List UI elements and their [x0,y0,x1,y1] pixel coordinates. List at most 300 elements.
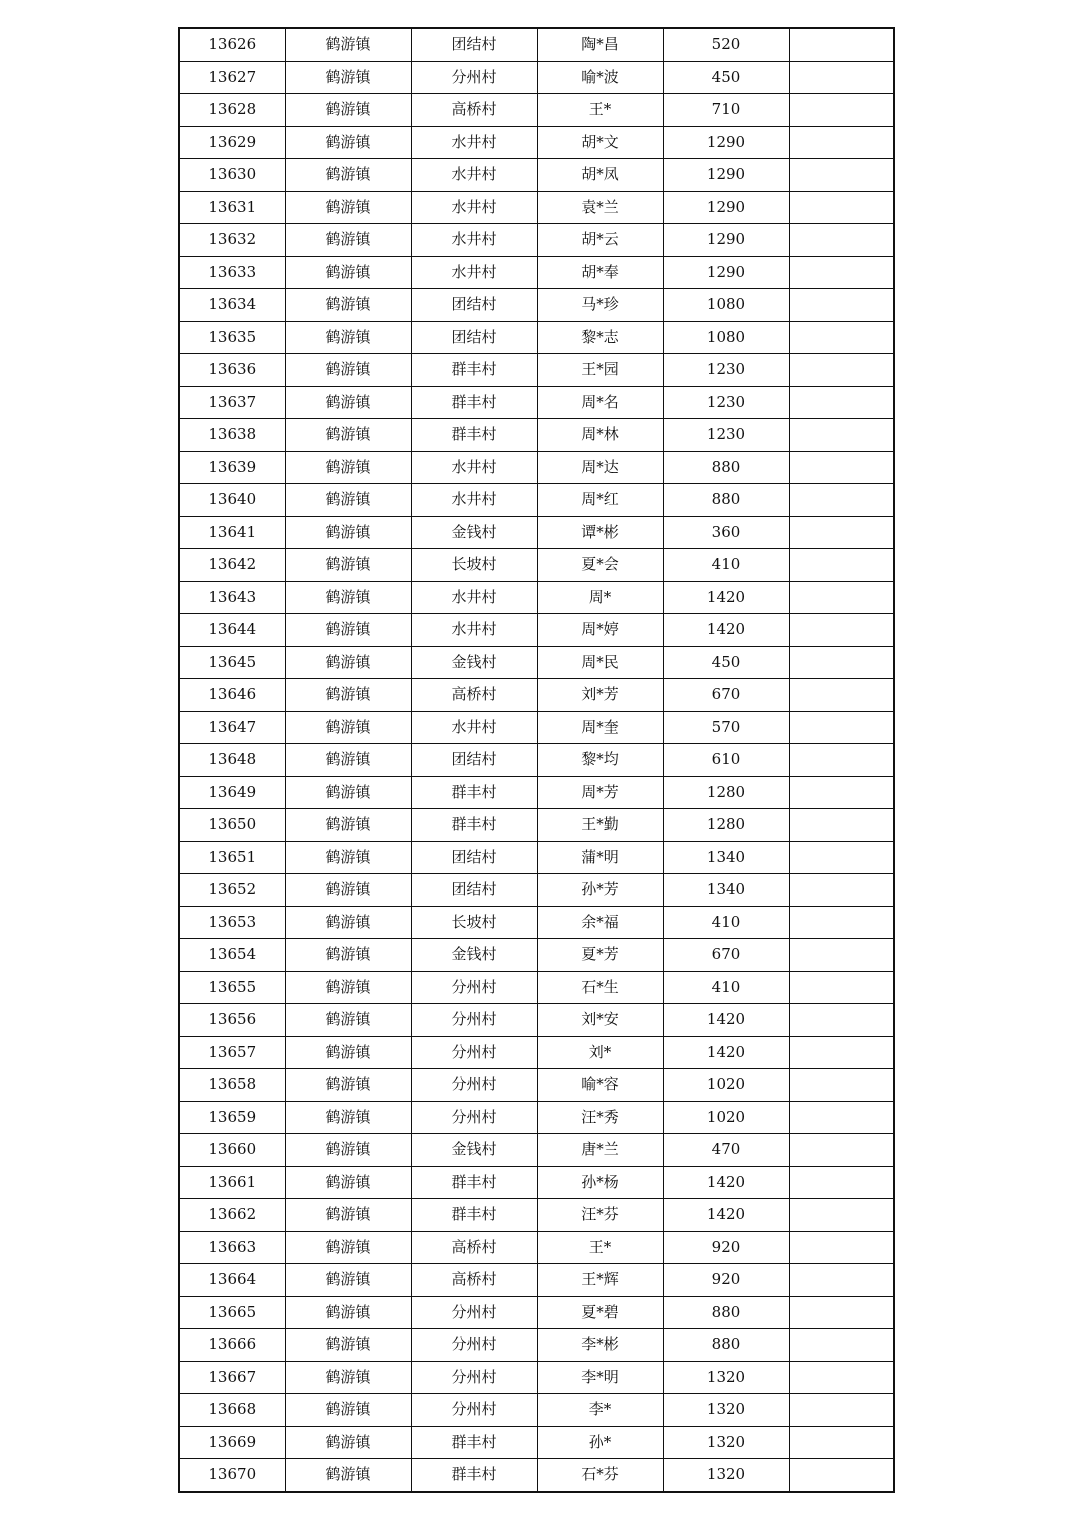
cell-name: 石*生 [537,971,663,1004]
cell-village: 团结村 [411,744,537,777]
cell-note [789,61,894,94]
cell-serial-number: 13650 [179,809,285,842]
cell-amount: 470 [663,1134,789,1167]
cell-name: 周*芳 [537,776,663,809]
cell-note [789,321,894,354]
table-row [179,224,894,257]
cell-note [789,1036,894,1069]
cell-amount: 1420 [663,1199,789,1232]
cell-name: 李*明 [537,1361,663,1394]
table-row [179,1459,894,1492]
cell-serial-number: 13643 [179,581,285,614]
cell-serial-number: 13661 [179,1166,285,1199]
cell-village: 团结村 [411,874,537,907]
table-row [179,1394,894,1427]
cell-town: 鹤游镇 [285,1199,411,1232]
cell-serial-number: 13641 [179,516,285,549]
table-row [179,191,894,224]
cell-amount: 410 [663,549,789,582]
cell-note [789,614,894,647]
cell-town: 鹤游镇 [285,94,411,127]
cell-note [789,159,894,192]
cell-village: 高桥村 [411,1264,537,1297]
cell-amount: 1420 [663,1036,789,1069]
cell-town: 鹤游镇 [285,28,411,61]
cell-serial-number: 13663 [179,1231,285,1264]
cell-serial-number: 13654 [179,939,285,972]
cell-serial-number: 13647 [179,711,285,744]
cell-note [789,386,894,419]
cell-name: 夏*会 [537,549,663,582]
cell-name: 周*红 [537,484,663,517]
cell-town: 鹤游镇 [285,191,411,224]
table-row [179,1004,894,1037]
cell-amount: 1020 [663,1069,789,1102]
cell-name: 李* [537,1394,663,1427]
cell-name: 石*芬 [537,1459,663,1492]
table-row [179,1231,894,1264]
cell-village: 群丰村 [411,354,537,387]
cell-serial-number: 13662 [179,1199,285,1232]
cell-village: 群丰村 [411,1426,537,1459]
subsidy-table [178,27,895,1493]
cell-note [789,711,894,744]
cell-amount: 1280 [663,776,789,809]
cell-amount: 1290 [663,191,789,224]
cell-serial-number: 13665 [179,1296,285,1329]
cell-note [789,1004,894,1037]
cell-name: 蒲*明 [537,841,663,874]
cell-serial-number: 13652 [179,874,285,907]
cell-note [789,809,894,842]
cell-town: 鹤游镇 [285,256,411,289]
cell-amount: 1320 [663,1459,789,1492]
cell-name: 周*婷 [537,614,663,647]
cell-serial-number: 13626 [179,28,285,61]
cell-name: 周*达 [537,451,663,484]
cell-note [789,1134,894,1167]
cell-amount: 1320 [663,1426,789,1459]
cell-amount: 1290 [663,224,789,257]
cell-village: 分州村 [411,61,537,94]
cell-town: 鹤游镇 [285,614,411,647]
cell-name: 胡*云 [537,224,663,257]
cell-name: 周*名 [537,386,663,419]
cell-town: 鹤游镇 [285,1101,411,1134]
cell-note [789,126,894,159]
cell-amount: 1340 [663,841,789,874]
cell-town: 鹤游镇 [285,874,411,907]
cell-village: 分州村 [411,1101,537,1134]
cell-note [789,841,894,874]
cell-village: 群丰村 [411,386,537,419]
cell-amount: 1290 [663,159,789,192]
cell-village: 分州村 [411,1394,537,1427]
cell-village: 水井村 [411,484,537,517]
cell-amount: 670 [663,679,789,712]
table-row [179,549,894,582]
cell-town: 鹤游镇 [285,549,411,582]
cell-village: 水井村 [411,191,537,224]
cell-amount: 1080 [663,289,789,322]
cell-village: 金钱村 [411,646,537,679]
cell-village: 团结村 [411,841,537,874]
cell-village: 高桥村 [411,1231,537,1264]
cell-amount: 1320 [663,1394,789,1427]
cell-town: 鹤游镇 [285,419,411,452]
cell-serial-number: 13634 [179,289,285,322]
cell-village: 水井村 [411,159,537,192]
cell-amount: 920 [663,1264,789,1297]
cell-town: 鹤游镇 [285,971,411,1004]
cell-amount: 450 [663,646,789,679]
table-row [179,939,894,972]
cell-name: 汪*芬 [537,1199,663,1232]
cell-village: 水井村 [411,451,537,484]
cell-town: 鹤游镇 [285,1231,411,1264]
cell-serial-number: 13630 [179,159,285,192]
cell-town: 鹤游镇 [285,126,411,159]
table-row [179,1426,894,1459]
cell-serial-number: 13659 [179,1101,285,1134]
table-row [179,321,894,354]
cell-amount: 1290 [663,256,789,289]
cell-town: 鹤游镇 [285,1264,411,1297]
cell-serial-number: 13631 [179,191,285,224]
cell-name: 黎*均 [537,744,663,777]
cell-note [789,1459,894,1492]
cell-name: 唐*兰 [537,1134,663,1167]
cell-town: 鹤游镇 [285,321,411,354]
cell-amount: 570 [663,711,789,744]
cell-name: 喻*波 [537,61,663,94]
cell-name: 王* [537,94,663,127]
cell-serial-number: 13660 [179,1134,285,1167]
cell-town: 鹤游镇 [285,516,411,549]
cell-town: 鹤游镇 [285,809,411,842]
cell-note [789,1101,894,1134]
cell-name: 刘*安 [537,1004,663,1037]
cell-note [789,516,894,549]
cell-town: 鹤游镇 [285,711,411,744]
cell-town: 鹤游镇 [285,159,411,192]
cell-village: 分州村 [411,1296,537,1329]
table-row [179,906,894,939]
cell-town: 鹤游镇 [285,354,411,387]
cell-amount: 1320 [663,1361,789,1394]
cell-amount: 1420 [663,614,789,647]
table-row [179,28,894,61]
table-row [179,1069,894,1102]
cell-serial-number: 13645 [179,646,285,679]
cell-note [789,1264,894,1297]
cell-serial-number: 13637 [179,386,285,419]
cell-town: 鹤游镇 [285,646,411,679]
cell-amount: 670 [663,939,789,972]
cell-note [789,484,894,517]
cell-amount: 1020 [663,1101,789,1134]
cell-town: 鹤游镇 [285,1036,411,1069]
table-row [179,1199,894,1232]
cell-note [789,744,894,777]
cell-village: 群丰村 [411,1199,537,1232]
cell-amount: 1420 [663,581,789,614]
cell-serial-number: 13633 [179,256,285,289]
cell-village: 分州村 [411,1004,537,1037]
cell-amount: 610 [663,744,789,777]
cell-village: 水井村 [411,224,537,257]
cell-name: 周*奎 [537,711,663,744]
cell-serial-number: 13655 [179,971,285,1004]
cell-village: 水井村 [411,711,537,744]
cell-village: 高桥村 [411,679,537,712]
cell-note [789,289,894,322]
cell-serial-number: 13636 [179,354,285,387]
cell-town: 鹤游镇 [285,1361,411,1394]
cell-name: 夏*碧 [537,1296,663,1329]
cell-name: 谭*彬 [537,516,663,549]
table-row [179,744,894,777]
table-row [179,1101,894,1134]
cell-note [789,939,894,972]
cell-note [789,874,894,907]
table-body [179,28,894,1492]
cell-village: 金钱村 [411,1134,537,1167]
cell-town: 鹤游镇 [285,451,411,484]
cell-village: 长坡村 [411,906,537,939]
cell-serial-number: 13635 [179,321,285,354]
cell-name: 马*珍 [537,289,663,322]
cell-town: 鹤游镇 [285,776,411,809]
cell-village: 金钱村 [411,939,537,972]
cell-note [789,971,894,1004]
cell-note [789,1199,894,1232]
cell-name: 周* [537,581,663,614]
table-row [179,1036,894,1069]
cell-serial-number: 13640 [179,484,285,517]
cell-name: 李*彬 [537,1329,663,1362]
cell-amount: 1420 [663,1004,789,1037]
cell-name: 刘* [537,1036,663,1069]
cell-name: 喻*容 [537,1069,663,1102]
cell-amount: 1340 [663,874,789,907]
cell-amount: 360 [663,516,789,549]
cell-town: 鹤游镇 [285,679,411,712]
cell-village: 高桥村 [411,94,537,127]
cell-serial-number: 13628 [179,94,285,127]
cell-village: 金钱村 [411,516,537,549]
cell-amount: 520 [663,28,789,61]
table-row [179,1296,894,1329]
cell-serial-number: 13664 [179,1264,285,1297]
cell-amount: 710 [663,94,789,127]
cell-note [789,776,894,809]
cell-village: 水井村 [411,614,537,647]
cell-serial-number: 13639 [179,451,285,484]
cell-amount: 410 [663,906,789,939]
cell-town: 鹤游镇 [285,1329,411,1362]
cell-name: 王*辉 [537,1264,663,1297]
table-row [179,581,894,614]
cell-town: 鹤游镇 [285,1394,411,1427]
cell-name: 夏*芳 [537,939,663,972]
cell-town: 鹤游镇 [285,1166,411,1199]
cell-name: 孙*杨 [537,1166,663,1199]
cell-serial-number: 13642 [179,549,285,582]
cell-serial-number: 13667 [179,1361,285,1394]
cell-name: 王* [537,1231,663,1264]
cell-amount: 1080 [663,321,789,354]
cell-note [789,581,894,614]
table-row [179,256,894,289]
cell-amount: 880 [663,451,789,484]
cell-town: 鹤游镇 [285,224,411,257]
cell-amount: 1420 [663,1166,789,1199]
cell-serial-number: 13627 [179,61,285,94]
cell-village: 分州村 [411,1069,537,1102]
cell-name: 袁*兰 [537,191,663,224]
table-row [179,1166,894,1199]
cell-town: 鹤游镇 [285,939,411,972]
cell-village: 分州村 [411,1361,537,1394]
cell-note [789,94,894,127]
cell-name: 胡*凤 [537,159,663,192]
cell-name: 孙*芳 [537,874,663,907]
cell-town: 鹤游镇 [285,581,411,614]
table-row [179,289,894,322]
cell-note [789,646,894,679]
table-row [179,971,894,1004]
cell-note [789,191,894,224]
table-row [179,94,894,127]
table-row [179,646,894,679]
cell-serial-number: 13653 [179,906,285,939]
table-row [179,1264,894,1297]
cell-town: 鹤游镇 [285,1004,411,1037]
cell-name: 胡*奉 [537,256,663,289]
cell-town: 鹤游镇 [285,61,411,94]
cell-town: 鹤游镇 [285,1069,411,1102]
cell-note [789,419,894,452]
cell-village: 团结村 [411,289,537,322]
cell-amount: 410 [663,971,789,1004]
cell-name: 王*勤 [537,809,663,842]
cell-town: 鹤游镇 [285,744,411,777]
cell-serial-number: 13668 [179,1394,285,1427]
cell-town: 鹤游镇 [285,386,411,419]
cell-serial-number: 13658 [179,1069,285,1102]
cell-town: 鹤游镇 [285,1459,411,1492]
cell-serial-number: 13646 [179,679,285,712]
cell-note [789,1426,894,1459]
cell-serial-number: 13657 [179,1036,285,1069]
cell-village: 群丰村 [411,776,537,809]
table-row [179,484,894,517]
table-row [179,419,894,452]
cell-village: 分州村 [411,1329,537,1362]
table-row [179,1329,894,1362]
cell-village: 水井村 [411,126,537,159]
table-row [179,126,894,159]
cell-note [789,256,894,289]
cell-serial-number: 13649 [179,776,285,809]
cell-serial-number: 13666 [179,1329,285,1362]
cell-serial-number: 13651 [179,841,285,874]
table-row [179,516,894,549]
cell-name: 刘*芳 [537,679,663,712]
cell-amount: 450 [663,61,789,94]
cell-name: 黎*志 [537,321,663,354]
cell-note [789,549,894,582]
cell-note [789,1166,894,1199]
cell-town: 鹤游镇 [285,1296,411,1329]
cell-village: 群丰村 [411,1166,537,1199]
table-row [179,614,894,647]
cell-village: 分州村 [411,1036,537,1069]
cell-name: 胡*文 [537,126,663,159]
cell-serial-number: 13632 [179,224,285,257]
cell-note [789,451,894,484]
cell-amount: 1230 [663,419,789,452]
cell-serial-number: 13648 [179,744,285,777]
cell-note [789,906,894,939]
table-row [179,1134,894,1167]
cell-serial-number: 13669 [179,1426,285,1459]
cell-note [789,1296,894,1329]
table-row [179,159,894,192]
cell-amount: 880 [663,1296,789,1329]
cell-note [789,1394,894,1427]
cell-serial-number: 13629 [179,126,285,159]
cell-amount: 880 [663,1329,789,1362]
cell-village: 群丰村 [411,1459,537,1492]
cell-note [789,1361,894,1394]
table-row [179,386,894,419]
table-row [179,874,894,907]
cell-name: 汪*秀 [537,1101,663,1134]
cell-town: 鹤游镇 [285,906,411,939]
table-row [179,354,894,387]
cell-note [789,1069,894,1102]
cell-serial-number: 13670 [179,1459,285,1492]
cell-serial-number: 13644 [179,614,285,647]
cell-town: 鹤游镇 [285,1134,411,1167]
cell-town: 鹤游镇 [285,289,411,322]
table-row [179,61,894,94]
cell-name: 余*福 [537,906,663,939]
cell-village: 群丰村 [411,419,537,452]
cell-village: 长坡村 [411,549,537,582]
cell-village: 分州村 [411,971,537,1004]
cell-town: 鹤游镇 [285,841,411,874]
cell-name: 陶*昌 [537,28,663,61]
table-row [179,776,894,809]
cell-amount: 1290 [663,126,789,159]
cell-village: 水井村 [411,256,537,289]
table-row [179,451,894,484]
cell-amount: 1280 [663,809,789,842]
cell-note [789,224,894,257]
cell-note [789,28,894,61]
table-row [179,711,894,744]
table-row [179,1361,894,1394]
cell-village: 水井村 [411,581,537,614]
cell-amount: 1230 [663,354,789,387]
cell-town: 鹤游镇 [285,484,411,517]
cell-town: 鹤游镇 [285,1426,411,1459]
cell-amount: 880 [663,484,789,517]
table-row [179,841,894,874]
